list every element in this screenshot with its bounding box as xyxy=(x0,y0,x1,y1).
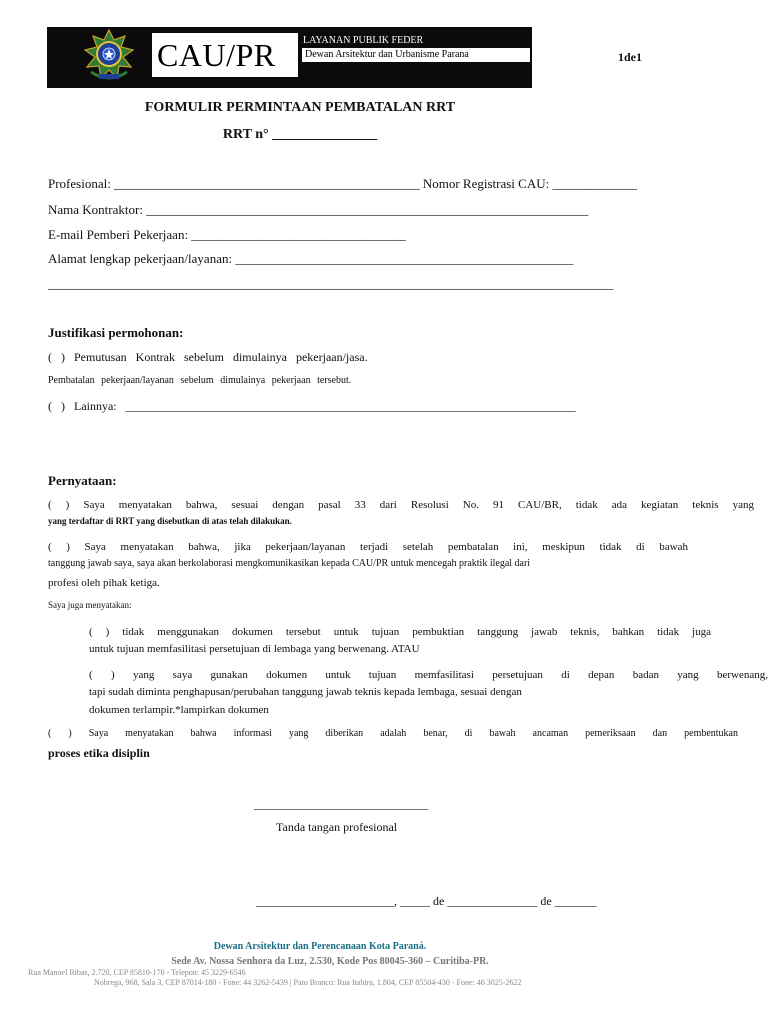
form-title: FORMULIR PERMINTAAN PEMBATALAN RRT xyxy=(144,100,456,115)
org-name-line1: LAYANAN PUBLIK FEDER xyxy=(303,35,424,46)
also-option-1[interactable]: ( ) tidak menggunakan dokumen tersebut untuk tujuan pembuktian tanggung jawab teknis, bahkan tidak juga xyxy=(89,626,711,638)
field-kontraktor[interactable]: Nama Kontraktor: ____________________________________________________________________ xyxy=(48,202,589,217)
statement-2-cont-2: profesi oleh pihak ketiga. xyxy=(48,577,160,589)
logo-text: CAU/PR xyxy=(157,37,276,73)
footer-branch-1: Rua Manoel Ribas, 2.720, CEP 85810-170 - Telepon: 45 3229-6546 xyxy=(28,968,246,977)
also-option-2[interactable]: ( ) yang saya gunakan dokumen untuk tujuan memfasilitasi persetujuan di depan badan yang berwenang, xyxy=(89,669,768,681)
also-option-2-cont-1: tapi sudah diminta penghapusan/perubahan tanggung jawab teknis kepada lembaga, sesuai dengan xyxy=(89,686,522,698)
field-profesional[interactable]: Profesional: _______________________________________________ Nomor Registrasi CAU: _____________ xyxy=(48,176,637,191)
footer-branch-2: Nobrega, 968, Sala 3, CEP 87014-180 - Fone: 44 3262-5439 | Pato Branco: Rua Itabira, 1.804, CEP 85504-430 - Fone: 46 3025-2622 xyxy=(94,978,522,987)
logo-box xyxy=(152,33,298,77)
footer-address: Sede Av. Nossa Senhora da Luz, 2.530, Kode Pos 80045-360 – Curitiba-PR. xyxy=(171,956,489,967)
coat-of-arms-icon xyxy=(81,28,137,86)
also-option-2-cont-2: dokumen terlampir.*lampirkan dokumen xyxy=(89,704,269,716)
statement-1[interactable]: ( ) Saya menyatakan bahwa, sesuai dengan pasal 33 dari Resolusi No. 91 CAU/BR, tidak ada kegiatan teknis yang xyxy=(48,499,754,511)
pernyataan-heading: Pernyataan: xyxy=(48,473,117,488)
signature-line[interactable]: _____________________________ xyxy=(254,797,428,811)
statement-3[interactable]: ( ) Saya menyatakan bahwa informasi yang diberikan adalah benar, di bawah ancaman pemeriksaan dan pembentukan xyxy=(48,728,738,739)
header-banner xyxy=(47,27,532,88)
field-alamat[interactable]: Alamat lengkap pekerjaan/layanan: ____________________________________________________ xyxy=(48,251,574,266)
statement-1-cont: yang terdaftar di RRT yang disebutkan di atas telah dilakukan. xyxy=(48,516,292,526)
rrt-number-field[interactable]: RRT n° _______________ xyxy=(222,127,378,142)
statement-2-cont-1: tanggung jawab saya, saya akan berkolaborasi mengkomunikasikan kepada CAU/PR untuk mencegah praktik ilegal dari xyxy=(48,558,531,569)
justifikasi-option-1-note: Pembatalan pekerjaan/layanan sebelum dimulainya pekerjaan tersebut. xyxy=(48,375,352,386)
field-email[interactable]: E-mail Pemberi Pekerjaan: _________________________________ xyxy=(48,227,406,242)
statement-2[interactable]: ( ) Saya menyatakan bahwa, jika pekerjaan/layanan terjadi setelah pembatalan ini, meskipun tidak di bawah xyxy=(48,541,688,553)
justifikasi-option-2[interactable]: ( ) Lainnya: ___________________________________________________________________________ xyxy=(48,399,576,413)
statement-3-cont: proses etika disiplin xyxy=(48,746,150,760)
date-line[interactable]: _______________________, _____ de _______________ de _______ xyxy=(256,894,597,908)
also-declare-label: Saya juga menyatakan: xyxy=(48,600,132,610)
org-name-line2: Dewan Arsitektur dan Urbanisme Parana xyxy=(305,49,469,60)
org-name-box xyxy=(302,48,530,62)
field-alamat-continued[interactable]: _______________________________________________________________________________________ xyxy=(48,276,614,291)
footer-org-name: Dewan Arsitektur dan Perencanaan Kota Paraná. xyxy=(213,941,427,952)
justifikasi-heading: Justifikasi permohonan: xyxy=(48,325,184,340)
page-number: 1de1 xyxy=(618,50,642,64)
signature-label: Tanda tangan profesional xyxy=(276,820,398,834)
also-option-1-cont: untuk tujuan memfasilitasi persetujuan di lembaga yang berwenang. ATAU xyxy=(89,643,420,655)
justifikasi-option-1[interactable]: ( ) Pemutusan Kontrak sebelum dimulainya pekerjaan/jasa. xyxy=(48,350,368,364)
